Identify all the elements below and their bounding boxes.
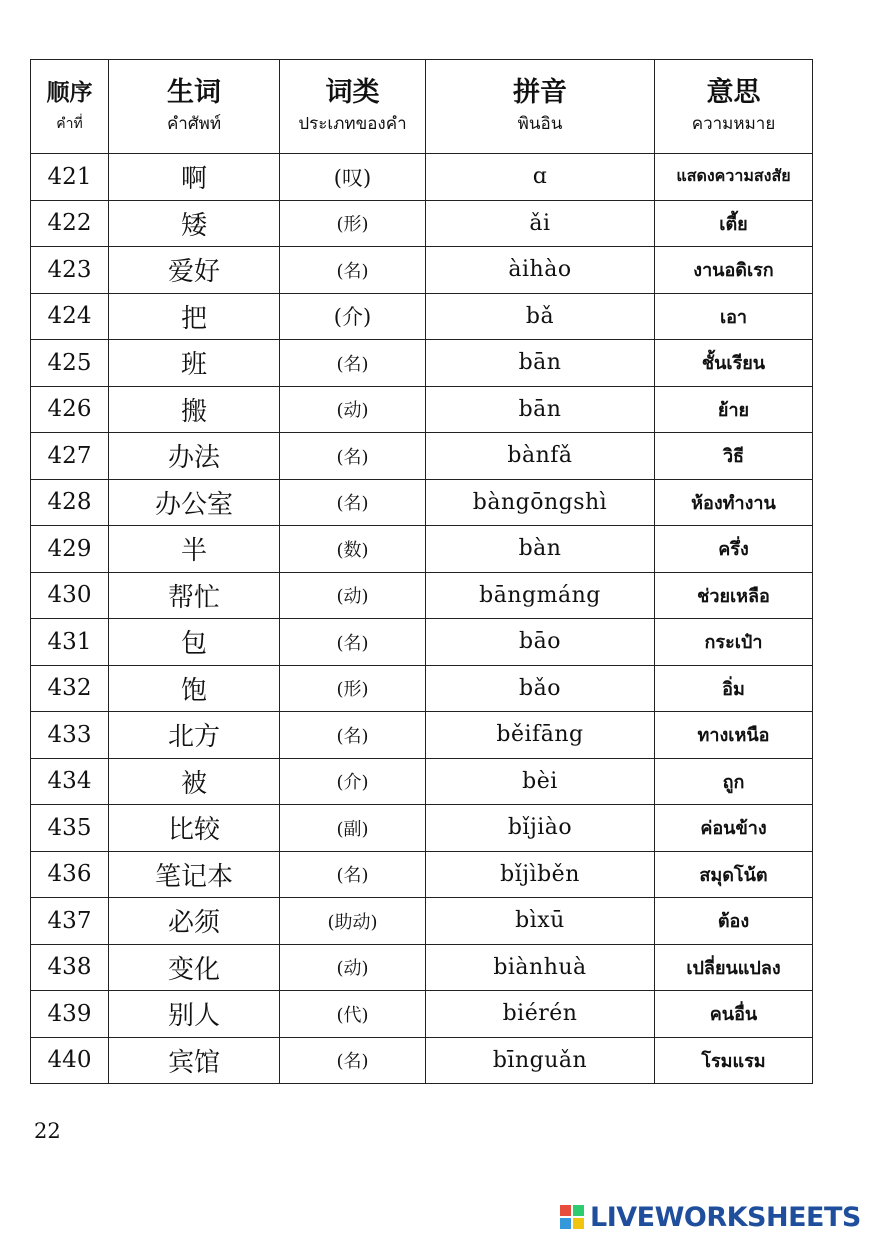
meaning: ห้องทำงาน bbox=[655, 479, 813, 526]
meaning: โรมแรม bbox=[655, 1037, 813, 1084]
row-number: 425 bbox=[31, 340, 109, 387]
page-number: 22 bbox=[34, 1119, 61, 1143]
part-of-speech: (名) bbox=[280, 619, 426, 666]
meaning: เปลี่ยนแปลง bbox=[655, 944, 813, 991]
meaning: สมุดโน้ต bbox=[655, 851, 813, 898]
table-row bbox=[31, 293, 813, 340]
vocab-word: 班 bbox=[109, 340, 280, 387]
meaning: เอา bbox=[655, 293, 813, 340]
row-number: 432 bbox=[31, 665, 109, 712]
pinyin: bàngōngshì bbox=[426, 479, 655, 526]
meaning: คนอื่น bbox=[655, 991, 813, 1038]
meaning: ถูก bbox=[655, 758, 813, 805]
table-row bbox=[31, 758, 813, 805]
part-of-speech: (名) bbox=[280, 433, 426, 480]
table-row bbox=[31, 991, 813, 1038]
vocab-word: 别人 bbox=[109, 991, 280, 1038]
part-of-speech: (名) bbox=[280, 851, 426, 898]
header-pos bbox=[280, 60, 426, 154]
header-pinyin bbox=[426, 60, 655, 154]
pinyin: bǎo bbox=[426, 665, 655, 712]
part-of-speech: (介) bbox=[280, 293, 426, 340]
header-order bbox=[31, 60, 109, 154]
pinyin: bǐjiào bbox=[426, 805, 655, 852]
pinyin: běifāng bbox=[426, 712, 655, 759]
row-number: 439 bbox=[31, 991, 109, 1038]
meaning: ค่อนข้าง bbox=[655, 805, 813, 852]
part-of-speech: (动) bbox=[280, 386, 426, 433]
meaning: ชั้นเรียน bbox=[655, 340, 813, 387]
table-row bbox=[31, 340, 813, 387]
meaning: งานอดิเรก bbox=[655, 247, 813, 294]
vocab-word: 办公室 bbox=[109, 479, 280, 526]
header-pos-th: ประเภทของคำ bbox=[298, 113, 407, 134]
pinyin: ǎi bbox=[426, 200, 655, 247]
pinyin: bǐjìběn bbox=[426, 851, 655, 898]
part-of-speech: (副) bbox=[280, 805, 426, 852]
row-number: 422 bbox=[31, 200, 109, 247]
vocab-word: 啊 bbox=[109, 154, 280, 201]
part-of-speech: (动) bbox=[280, 572, 426, 619]
part-of-speech: (名) bbox=[280, 712, 426, 759]
vocab-word: 爱好 bbox=[109, 247, 280, 294]
vocab-word: 饱 bbox=[109, 665, 280, 712]
row-number: 437 bbox=[31, 898, 109, 945]
meaning: ทางเหนือ bbox=[655, 712, 813, 759]
row-number: 440 bbox=[31, 1037, 109, 1084]
meaning: อิ่ม bbox=[655, 665, 813, 712]
vocab-word: 帮忙 bbox=[109, 572, 280, 619]
vocab-word: 变化 bbox=[109, 944, 280, 991]
table-row bbox=[31, 665, 813, 712]
logo-square bbox=[573, 1205, 584, 1216]
table-row bbox=[31, 572, 813, 619]
vocab-word: 矮 bbox=[109, 200, 280, 247]
meaning: ย้าย bbox=[655, 386, 813, 433]
vocab-word: 宾馆 bbox=[109, 1037, 280, 1084]
table-row bbox=[31, 1037, 813, 1084]
table-row bbox=[31, 154, 813, 201]
part-of-speech: (数) bbox=[280, 526, 426, 573]
meaning: ต้อง bbox=[655, 898, 813, 945]
table-row bbox=[31, 619, 813, 666]
pinyin: bèi bbox=[426, 758, 655, 805]
table-body bbox=[31, 154, 813, 1084]
table-row bbox=[31, 898, 813, 945]
liveworksheets-logo bbox=[560, 1200, 861, 1234]
header-word-zh: 生词 bbox=[167, 76, 221, 108]
part-of-speech: (叹) bbox=[280, 154, 426, 201]
part-of-speech: (形) bbox=[280, 665, 426, 712]
table-row bbox=[31, 805, 813, 852]
table-row bbox=[31, 944, 813, 991]
row-number: 431 bbox=[31, 619, 109, 666]
vocab-word: 办法 bbox=[109, 433, 280, 480]
row-number: 426 bbox=[31, 386, 109, 433]
table-row bbox=[31, 386, 813, 433]
logo-mark-icon bbox=[560, 1205, 584, 1229]
pinyin: bàn bbox=[426, 526, 655, 573]
row-number: 430 bbox=[31, 572, 109, 619]
pinyin: bāngmáng bbox=[426, 572, 655, 619]
row-number: 433 bbox=[31, 712, 109, 759]
table-header bbox=[31, 60, 813, 154]
meaning: กระเป๋า bbox=[655, 619, 813, 666]
row-number: 434 bbox=[31, 758, 109, 805]
vocab-word: 包 bbox=[109, 619, 280, 666]
vocab-word: 把 bbox=[109, 293, 280, 340]
part-of-speech: (名) bbox=[280, 340, 426, 387]
header-meaning-th: ความหมาย bbox=[691, 113, 776, 134]
part-of-speech: (名) bbox=[280, 247, 426, 294]
meaning: ครึ่ง bbox=[655, 526, 813, 573]
pinyin: biérén bbox=[426, 991, 655, 1038]
pinyin: bān bbox=[426, 340, 655, 387]
vocabulary-table bbox=[30, 59, 813, 1084]
vocab-word: 半 bbox=[109, 526, 280, 573]
vocab-word: 北方 bbox=[109, 712, 280, 759]
header-pos-zh: 词类 bbox=[325, 76, 380, 108]
pinyin: bànfǎ bbox=[426, 433, 655, 480]
table-row bbox=[31, 200, 813, 247]
row-number: 421 bbox=[31, 154, 109, 201]
logo-square bbox=[560, 1218, 571, 1229]
pinyin: biànhuà bbox=[426, 944, 655, 991]
header-word bbox=[109, 60, 280, 154]
row-number: 435 bbox=[31, 805, 109, 852]
vocab-word: 必须 bbox=[109, 898, 280, 945]
vocab-word: 搬 bbox=[109, 386, 280, 433]
row-number: 429 bbox=[31, 526, 109, 573]
part-of-speech: (代) bbox=[280, 991, 426, 1038]
header-order-zh: 顺序 bbox=[46, 78, 93, 106]
logo-text: LIVEWORKSHEETS bbox=[590, 1201, 861, 1233]
table-row bbox=[31, 851, 813, 898]
header-meaning-zh: 意思 bbox=[706, 76, 761, 108]
logo-square bbox=[573, 1218, 584, 1229]
table-row bbox=[31, 433, 813, 480]
pinyin: bān bbox=[426, 386, 655, 433]
header-pinyin-zh: 拼音 bbox=[513, 76, 567, 108]
pinyin: bìxū bbox=[426, 898, 655, 945]
pinyin: ɑ bbox=[426, 154, 655, 201]
table-row bbox=[31, 479, 813, 526]
table-row bbox=[31, 712, 813, 759]
header-word-th: คำศัพท์ bbox=[166, 113, 222, 134]
meaning: วิธี bbox=[655, 433, 813, 480]
pinyin: bāo bbox=[426, 619, 655, 666]
part-of-speech: (动) bbox=[280, 944, 426, 991]
row-number: 438 bbox=[31, 944, 109, 991]
header-pinyin-th: พินอิน bbox=[517, 113, 563, 134]
pinyin: àihào bbox=[426, 247, 655, 294]
row-number: 423 bbox=[31, 247, 109, 294]
vocab-word: 比较 bbox=[109, 805, 280, 852]
row-number: 424 bbox=[31, 293, 109, 340]
row-number: 436 bbox=[31, 851, 109, 898]
vocab-word: 被 bbox=[109, 758, 280, 805]
part-of-speech: (形) bbox=[280, 200, 426, 247]
header-meaning bbox=[655, 60, 813, 154]
table-row bbox=[31, 526, 813, 573]
vocab-word: 笔记本 bbox=[109, 851, 280, 898]
part-of-speech: (名) bbox=[280, 1037, 426, 1084]
row-number: 428 bbox=[31, 479, 109, 526]
part-of-speech: (介) bbox=[280, 758, 426, 805]
header-order-th: คำที่ bbox=[56, 115, 83, 132]
meaning: เตี้ย bbox=[655, 200, 813, 247]
meaning: แสดงความสงสัย bbox=[655, 154, 813, 201]
meaning: ช่วยเหลือ bbox=[655, 572, 813, 619]
pinyin: bǎ bbox=[426, 293, 655, 340]
header-row bbox=[31, 60, 813, 154]
logo-square bbox=[560, 1205, 571, 1216]
pinyin: bīnguǎn bbox=[426, 1037, 655, 1084]
part-of-speech: (助动) bbox=[280, 898, 426, 945]
part-of-speech: (名) bbox=[280, 479, 426, 526]
table-row bbox=[31, 247, 813, 294]
row-number: 427 bbox=[31, 433, 109, 480]
